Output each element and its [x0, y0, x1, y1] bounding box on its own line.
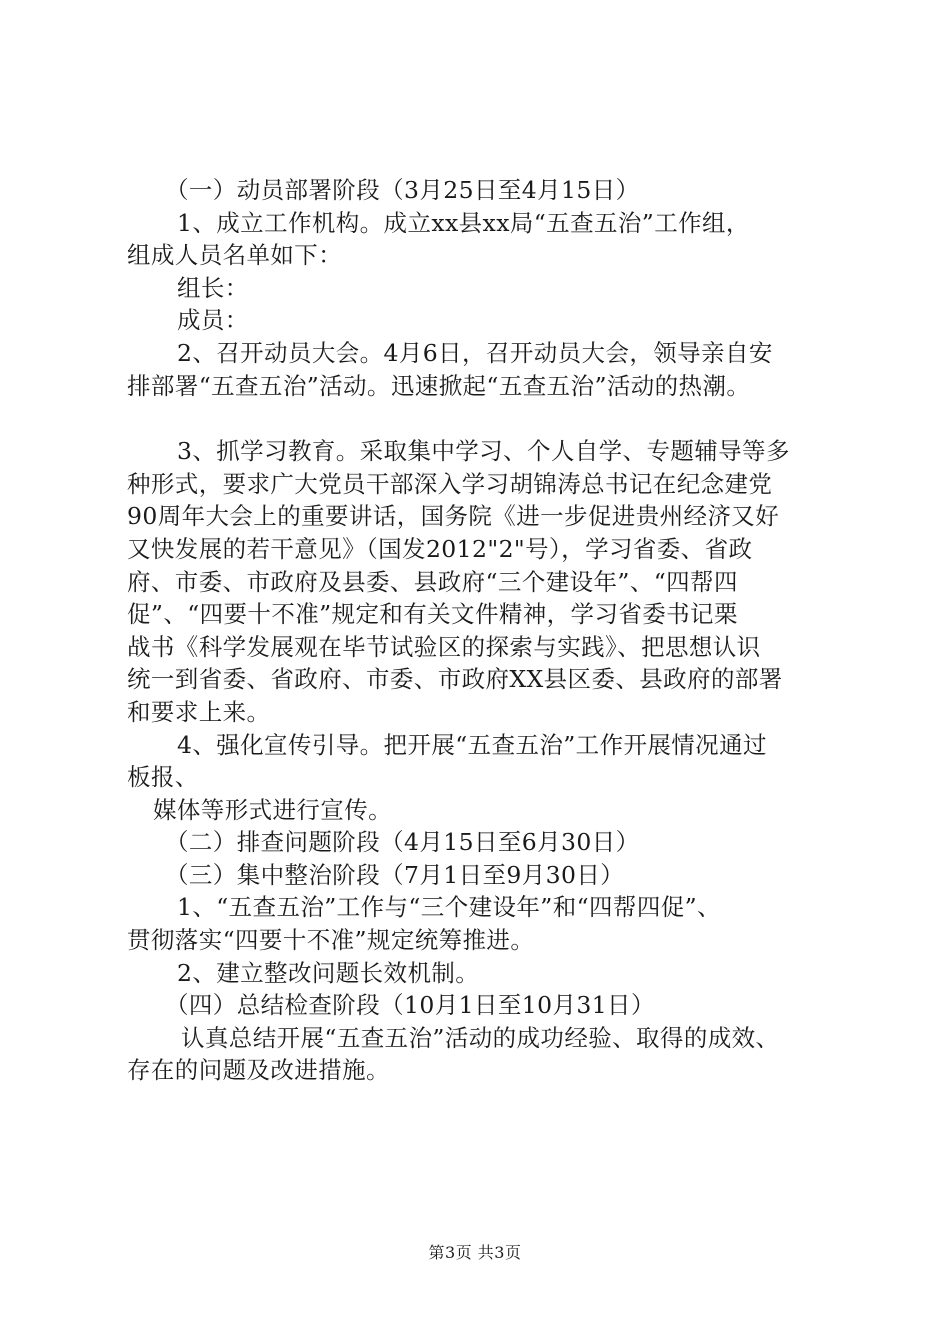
paragraph-line: 90周年大会上的重要讲话，国务院《进一步促进贵州经济又好 — [127, 502, 780, 531]
paragraph-line: 2、召开动员大会。4月6日，召开动员大会，领导亲自安 — [177, 338, 773, 367]
paragraph-line: 1、成立工作机构。成立xx县xx局“五查五治”工作组， — [177, 208, 750, 237]
paragraph-line: 促”、“四要十不准”规定和有关文件精神，学习省委书记栗 — [127, 600, 738, 629]
paragraph-line: 2、建立整改问题长效机制。 — [177, 958, 480, 987]
paragraph-line: 板报、 — [127, 763, 199, 792]
group-members-label: 成员： — [177, 306, 249, 335]
page-number-footer: 第3页 共3页 — [428, 1243, 522, 1262]
paragraph-gap — [127, 402, 841, 435]
paragraph-line: 媒体等形式进行宣传。 — [153, 795, 392, 824]
paragraph-line: 战书《科学发展观在毕节试验区的探索与实践》、把思想认识 — [127, 632, 761, 661]
paragraph-line: 统一到省委、省政府、市委、市政府XX县区委、县政府的部署 — [127, 665, 783, 694]
paragraph-line: 府、市委、市政府及县委、县政府“三个建设年”、“四帮四 — [127, 567, 738, 596]
paragraph-line: 和要求上来。 — [127, 697, 271, 726]
document-body — [127, 174, 841, 1087]
paragraph-line: 排部署“五查五治”活动。迅速掀起“五查五治”活动的热潮。 — [127, 371, 751, 400]
paragraph-line: 又快发展的若干意见》（国发2012"2"号），学习省委、省政 — [127, 534, 753, 563]
paragraph-line: 组成人员名单如下： — [127, 241, 343, 270]
paragraph-line: 1、“五查五治”工作与“三个建设年”和“四帮四促”、 — [177, 893, 721, 922]
paragraph-line: 存在的问题及改进措施。 — [127, 1056, 390, 1085]
paragraph-line: 4、强化宣传引导。把开展“五查五治”工作开展情况通过 — [177, 730, 767, 759]
paragraph-line: 3、抓学习教育。采取集中学习、个人自学、专题辅导等多 — [177, 437, 790, 466]
group-leader-label: 组长： — [177, 273, 249, 302]
section-heading-rectification: （三）集中整治阶段（7月1日至9月30日） — [165, 860, 625, 889]
section-heading-investigation: （二）排查问题阶段（4月15日至6月30日） — [165, 828, 640, 857]
paragraph-line: 种形式，要求广大党员干部深入学习胡锦涛总书记在纪念建党 — [127, 469, 773, 498]
paragraph-line: 认真总结开展“五查五治”活动的成功经验、取得的成效、 — [181, 1023, 780, 1052]
section-heading-mobilization: （一）动员部署阶段（3月25日至4月15日） — [165, 176, 640, 204]
paragraph-line: 贯彻落实“四要十不准”规定统筹推进。 — [127, 926, 535, 955]
section-heading-summary: （四）总结检查阶段（10月1日至10月31日） — [165, 991, 655, 1020]
